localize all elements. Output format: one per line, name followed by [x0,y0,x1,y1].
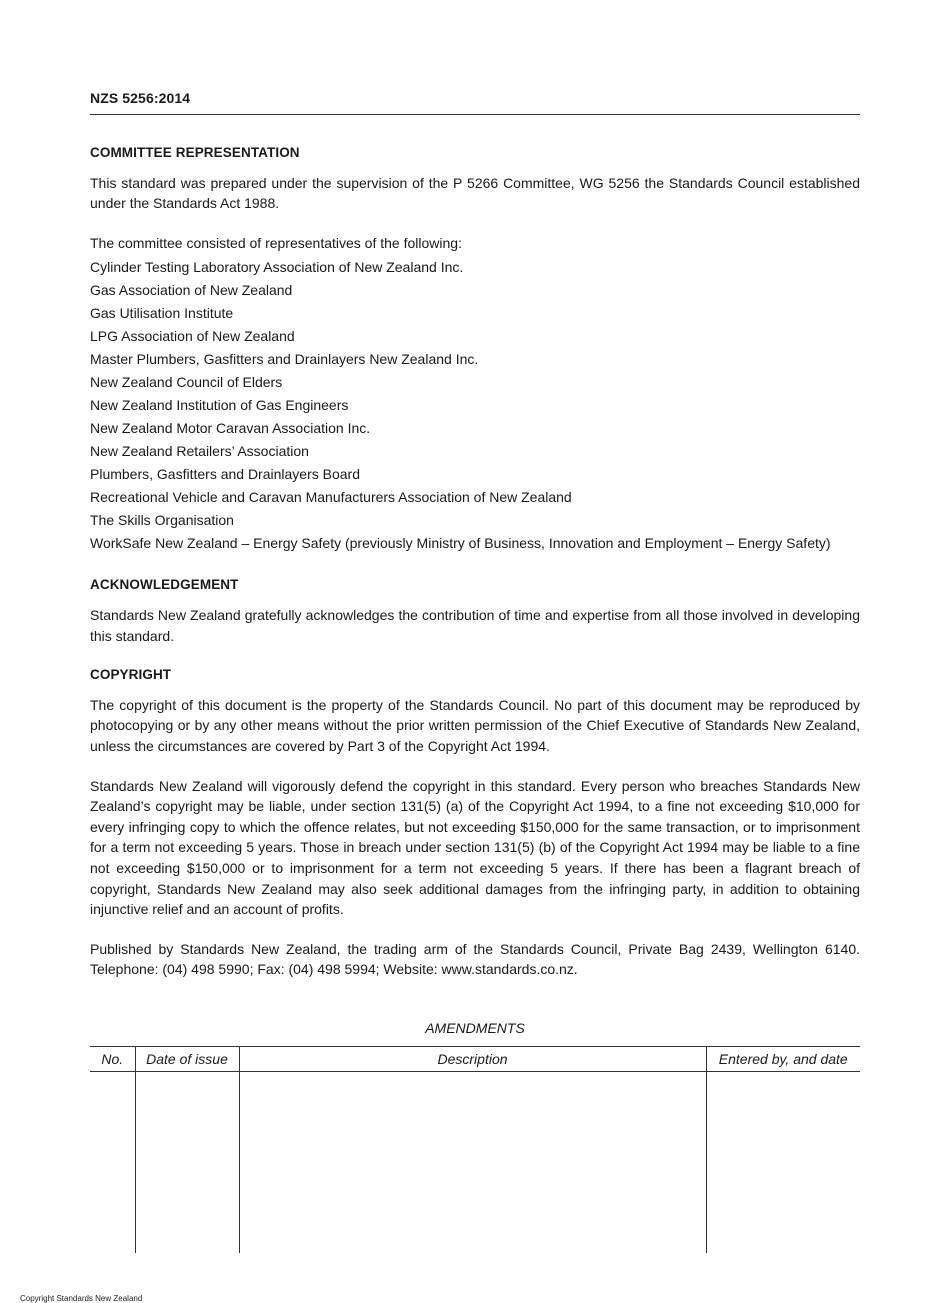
committee-member: New Zealand Institution of Gas Engineers [90,397,349,414]
column-header-description: Description [239,1047,706,1072]
committee-member: Recreational Vehicle and Caravan Manufacturers Association of New Zealand [90,489,572,506]
committee-member: New Zealand Retailers’ Association [90,443,309,460]
document-code: NZS 5256:2014 [90,90,191,106]
empty-cell [135,1072,239,1254]
column-header-entered-by: Entered by, and date [706,1047,860,1072]
committee-section [90,143,860,555]
copyright-section [90,665,860,980]
committee-member: Gas Association of New Zealand [90,282,293,299]
committee-paragraph: This standard was prepared under the supervision of the P 5266 Committee, WG 5256 the Standards Council established under the Standards Act 1988. [90,174,860,212]
footer-copyright-note: Copyright Standards New Zealand [20,1294,143,1303]
committee-heading: COMMITTEE REPRESENTATION [90,145,300,160]
empty-cell [90,1072,135,1254]
committee-member: The Skills Organisation [90,512,234,529]
copyright-paragraph: Standards New Zealand will vigorously defend the copyright in this standard. Every person who breaches Standards New Zealand’s copyright may be liable, under section 131(5) (a) of the Copyright Act 1994, to a fine not exceeding $10,000 for every infringing copy to which the offence relates, but not exceeding $150,000 for the same transaction, or to imprisonment for a term not exceeding 5 years. Those in breach under section 131(5) (b) of the Copyright Act 1994 may be liable to a fine not exceeding $150,000 or to imprisonment for a term not exceeding 5 years. If there has been a flagrant breach of copyright, Standards New Zealand may also seek additional damages from the infringing party, in addition to obtaining injunctive relief and an account of profits. [90,777,860,918]
main-content [90,143,860,999]
amendments-title: AMENDMENTS [425,1020,525,1036]
committee-member: Master Plumbers, Gasfitters and Drainlayers New Zealand Inc. [90,351,479,368]
committee-member: Cylinder Testing Laboratory Association of New Zealand Inc. [90,259,464,276]
amendments-header-row [90,1047,860,1072]
amendments-table [90,1046,860,1253]
committee-member: New Zealand Motor Caravan Association Inc. [90,420,371,437]
empty-cell [706,1072,860,1254]
copyright-paragraph: The copyright of this document is the property of the Standards Council. No part of this document may be reproduced by photocopying or by any other means without the prior written permission of the Chief Executive of Standards New Zealand, unless the circumstances are covered by Part 3 of the Copyright Act 1994. [90,696,860,754]
committee-member: Plumbers, Gasfitters and Drainlayers Board [90,466,360,483]
acknowledgement-paragraph: Standards New Zealand gratefully acknowledges the contribution of time and expertise from all those involved in developing this standard. [90,606,860,644]
committee-member: New Zealand Council of Elders [90,374,283,391]
amendments-empty-row [90,1072,860,1254]
column-header-no: No. [90,1047,135,1072]
committee-member: WorkSafe New Zealand – Energy Safety (previously Ministry of Business, Innovation and Employment – Energy Safety) [90,535,831,552]
column-header-date-of-issue: Date of issue [135,1047,239,1072]
committee-intro: The committee consisted of representatives of the following: [90,234,462,251]
committee-member: LPG Association of New Zealand [90,328,295,345]
empty-cell [239,1072,706,1254]
header-divider [90,114,860,115]
acknowledgement-heading: ACKNOWLEDGEMENT [90,577,239,593]
copyright-heading: COPYRIGHT [90,667,172,683]
committee-member: Gas Utilisation Institute [90,305,234,322]
publisher-paragraph: Published by Standards New Zealand, the trading arm of the Standards Council, Private Bag 2439, Wellington 6140. Telephone: (04) 498 5990; Fax: (04) 498 5994; Website: www.standards.co.nz. [90,940,860,978]
acknowledgement-section [90,575,860,646]
committee-member-list [90,256,860,555]
